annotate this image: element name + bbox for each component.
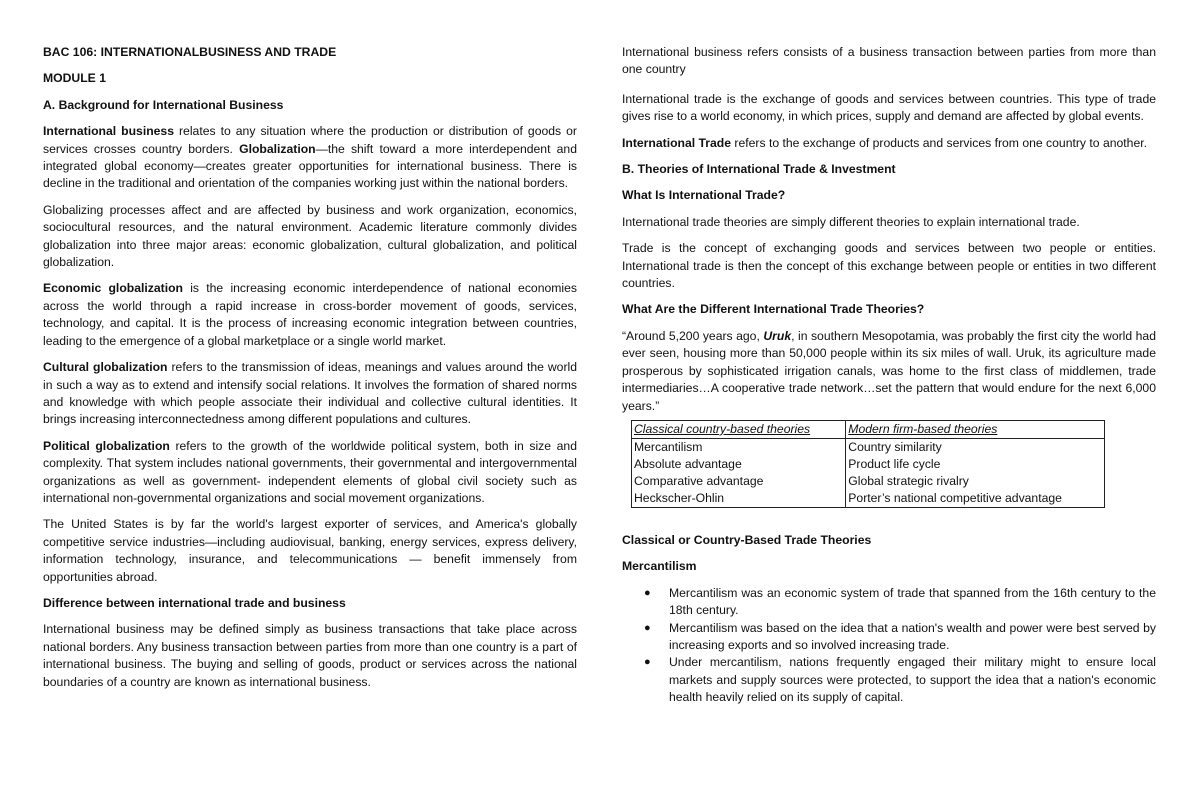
p1-text-2: —the shift toward a more interdependent and integrated global economy—creates greater opportunities for international business. There is decline in the traditional and orientation of the companies working just within the national borders. <box>43 141 577 191</box>
term-international-business: International business <box>43 124 174 139</box>
bullet-text: Under mercantilism, nations frequently engaged their military might to ensure local markets and supply sources were protected, to support the idea that a nation's economic health heavily relied on its supply of capital. <box>669 655 1156 705</box>
paragraph-trade-concept: Trade is the concept of exchanging goods and services between two people or entities. International trade is then the concept of this exchange between people or entities in two different countries. <box>622 241 1156 291</box>
question-what-is-trade: What Is International Trade? <box>622 188 786 203</box>
quote-text-b: , in southern Mesopotamia, was probably the first city the world had ever seen, housing more than 50,000 people within its six miles of wall. Uruk, its agriculture made prosperous by sophisticated irrigation canals, was home to the first class of middlemen, trade intermediaries…A cooperative trade network…set the pattern that would endure for the next 6,000 years.” <box>622 328 1156 413</box>
classical-theories-heading: Classical or Country-Based Trade Theories <box>622 532 872 547</box>
list-item <box>644 620 1156 655</box>
term-globalization: Globalization <box>239 141 316 156</box>
paragraph-cultural-globalization <box>43 359 577 429</box>
mercantilism-heading: Mercantilism <box>622 559 697 574</box>
left-column <box>43 44 577 700</box>
paragraph-trade-refers <box>622 135 1156 152</box>
paragraph-economic-globalization <box>43 280 577 350</box>
table-header-classical: Classical country-based theories <box>632 420 846 438</box>
module-label: MODULE 1 <box>43 71 106 86</box>
paragraph-uruk-quote <box>622 328 1156 415</box>
term-uruk: Uruk <box>763 328 792 343</box>
table-cell: Absolute advantage <box>632 456 846 473</box>
table-cell: Heckscher-Ohlin <box>632 490 846 508</box>
paragraph-international-business <box>43 123 577 193</box>
table-cell: Global strategic rivalry <box>846 473 1105 490</box>
table-cell: Country similarity <box>846 438 1105 456</box>
term-economic-globalization: Economic globalization <box>43 281 183 296</box>
paragraph-business-refers: International business refers consists of a business transaction between parties from more than one country <box>622 45 1156 77</box>
section-b-heading: B. Theories of International Trade & Investment <box>622 162 896 177</box>
right-column <box>622 44 1156 707</box>
table-cell: Porter’s national competitive advantage <box>846 490 1105 508</box>
mercantilism-bullet-list <box>622 585 1156 707</box>
list-item <box>644 585 1156 620</box>
term-cultural-globalization: Cultural globalization <box>43 360 168 375</box>
quote-text-a: “Around 5,200 years ago, <box>622 328 764 343</box>
table-cell: Mercantilism <box>632 438 846 456</box>
trade-theories-table <box>631 420 1105 508</box>
question-different-theories: What Are the Different International Trade Theories? <box>622 302 925 317</box>
bullet-icon: ● <box>644 586 651 599</box>
paragraph-political-globalization <box>43 438 577 508</box>
paragraph-theories-simply: International trade theories are simply different theories to explain international trade. <box>622 214 1080 229</box>
paragraph-difference: International business may be defined simply as business transactions that take place across national borders. Any business transaction between parties from more than one country is a part of international business. The buying and selling of goods, product or services across the national boundaries of a country are known as international business. <box>43 622 577 689</box>
p3-text: is the increasing economic interdependence of national economies across the world through a rapid increase in cross-border movement of goods, services, technology, and capital. It is the process of increasing economic integration between countries, leading to the emergence of a global marketplace or a single world market. <box>43 281 577 348</box>
table-cell: Product life cycle <box>846 456 1105 473</box>
section-a-heading: A. Background for International Business <box>43 97 284 112</box>
p4-text: refers to the transmission of ideas, meanings and values around the world in such a way as to extend and intensify social relations. It involves the formation of shared norms and knowledge with which people associate their individual and collective cultural identities. It brings increasing interconnectedness among different populations and cultures. <box>43 360 577 427</box>
paragraph-globalizing-processes: Globalizing processes affect and are affected by business and work organization, economics, sociocultural resources, and the natural environment. Academic literature commonly divides globalization into three major areas: economic globalization, cultural globalization, and political globalization. <box>43 202 577 270</box>
bullet-icon: ● <box>644 621 651 634</box>
list-item <box>644 654 1156 706</box>
bullet-icon: ● <box>644 656 651 669</box>
table-header-modern: Modern firm-based theories <box>846 420 1105 438</box>
paragraph-trade-exchange: International trade is the exchange of goods and services between countries. This type of trade gives rise to a world economy, in which prices, supply and demand are affected by global events. <box>622 91 1156 124</box>
course-title: BAC 106: INTERNATIONALBUSINESS AND TRADE <box>43 45 337 59</box>
table-cell: Comparative advantage <box>632 473 846 490</box>
p5-text: refers to the growth of the worldwide political system, both in size and complexity. That system includes national governments, their governmental and intergovernmental organizations as well as government- independent elements of global civil society such as international non-governmental organizations and social movement organizations. <box>43 438 577 505</box>
paragraph-united-states: The United States is by far the world's largest exporter of services, and America's globally competitive service industries—including audiovisual, banking, energy services, express delivery, information technology, insurance, and telecommunications — benefit immensely from opportunities abroad. <box>43 517 577 584</box>
term-international-trade: International Trade <box>622 135 732 150</box>
r3-text: refers to the exchange of products and services from one country to another. <box>731 135 1148 150</box>
bullet-text: Mercantilism was based on the idea that a nation's wealth and power were best served by increasing exports and so involved increasing trade. <box>669 620 1156 652</box>
bullet-text: Mercantilism was an economic system of trade that spanned from the 16th century to the 18th century. <box>669 585 1156 618</box>
term-political-globalization: Political globalization <box>43 438 170 453</box>
p1-text-1: relates to any situation where the production or distribution of goods or services crosses country borders. <box>43 124 577 156</box>
difference-heading: Difference between international trade and business <box>43 595 346 610</box>
